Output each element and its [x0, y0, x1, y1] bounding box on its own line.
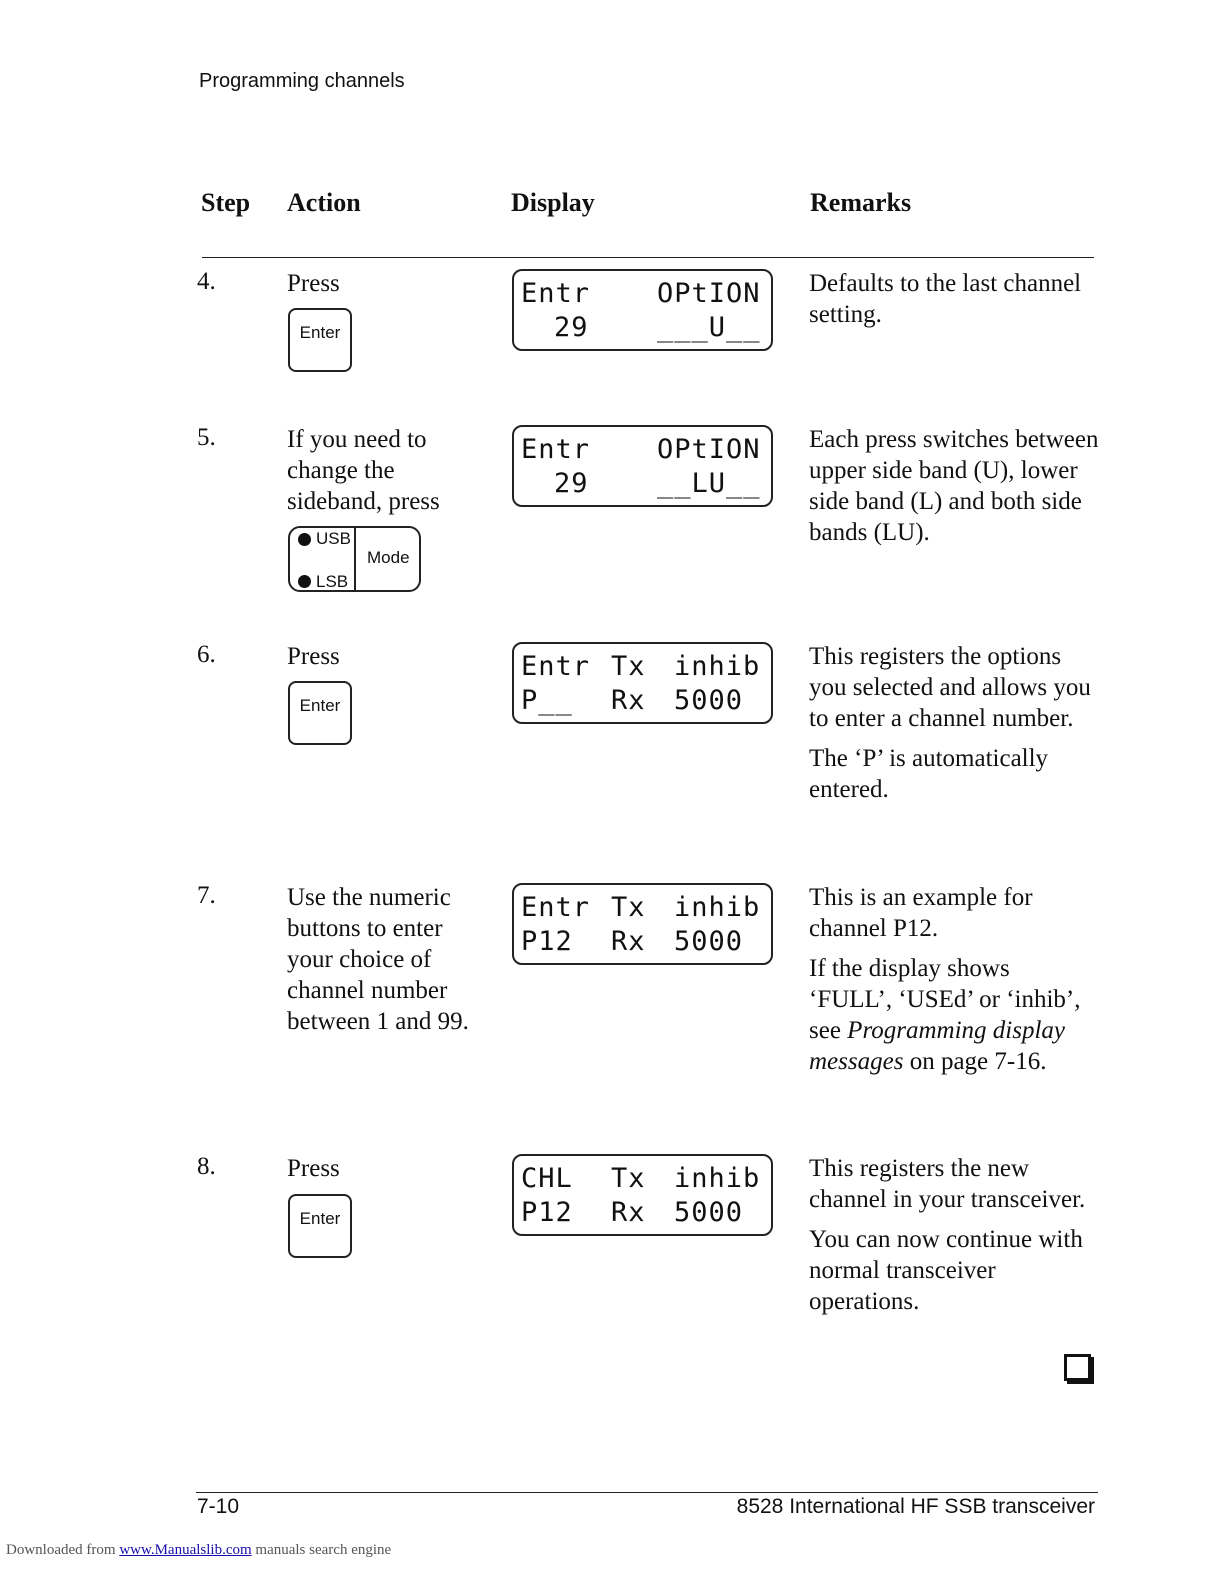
lcd-text: 29	[554, 468, 589, 499]
remark-paragraph: Each press switches between upper side band (U), lower side band (L) and both side bands (LU).	[809, 426, 1099, 546]
action-text: If you need to change the sideband, press	[287, 426, 440, 515]
lcd-text: Entr	[521, 434, 591, 465]
lcd-text: inhib	[674, 1163, 761, 1194]
lcd-text: ___U__	[657, 312, 761, 343]
column-header-display: Display	[511, 188, 595, 217]
header-rule	[202, 257, 1094, 258]
page-number: 7-10	[197, 1495, 240, 1518]
download-suffix: manuals search engine	[251, 1542, 392, 1558]
remark-paragraph: Defaults to the last channel setting.	[809, 270, 1082, 328]
mode-key	[288, 526, 421, 592]
product-title: 8528 International HF SSB transceiver	[736, 1495, 1095, 1518]
mode-label: Mode	[367, 548, 410, 567]
remarks	[809, 268, 1099, 339]
column-header-action: Action	[287, 188, 361, 217]
lsb-label: LSB	[316, 572, 349, 591]
remark-paragraph: This registers the new channel in your transceiver.	[809, 1155, 1086, 1213]
lcd-text: Tx	[611, 1163, 646, 1194]
lsb-led-icon	[298, 575, 311, 588]
remark-paragraph	[809, 953, 1099, 1077]
end-of-section-checkbox-icon	[1064, 1354, 1091, 1381]
lcd-text: inhib	[674, 892, 761, 923]
lcd-display	[512, 269, 773, 351]
step-number: 5.	[197, 424, 216, 451]
manualslib-link[interactable]: www.Manualslib.com	[119, 1542, 252, 1558]
enter-key: Enter	[288, 308, 352, 372]
lcd-display	[512, 883, 773, 965]
lcd-text: 5000	[674, 685, 744, 716]
step-number: 8.	[197, 1153, 216, 1180]
remarks	[809, 1153, 1099, 1326]
running-title: Programming channels	[199, 70, 405, 92]
column-header-step: Step	[201, 188, 251, 217]
lcd-text: P12	[521, 926, 573, 957]
cross-reference: Programming display messages	[809, 1017, 1065, 1075]
download-banner	[6, 1542, 391, 1559]
lcd-text: __LU__	[657, 468, 761, 499]
lcd-text: Entr	[521, 651, 591, 682]
remarks	[809, 641, 1099, 814]
step-number: 4.	[197, 268, 216, 295]
enter-key: Enter	[288, 681, 352, 745]
lcd-text: 5000	[674, 926, 744, 957]
action-text: Press	[287, 270, 340, 297]
lcd-text: P12	[521, 1197, 573, 1228]
remark-paragraph: This is an example for channel P12.	[809, 884, 1033, 942]
enter-key: Enter	[288, 1194, 352, 1258]
lcd-text: Rx	[611, 685, 646, 716]
download-prefix: Downloaded from	[6, 1542, 120, 1558]
lcd-text: OPtION	[657, 278, 761, 309]
lcd-text: Tx	[611, 651, 646, 682]
lcd-text: P__	[521, 685, 573, 716]
step-number: 6.	[197, 641, 216, 668]
usb-label: USB	[316, 529, 351, 548]
lcd-text: OPtION	[657, 434, 761, 465]
lcd-text: Entr	[521, 892, 591, 923]
remark-paragraph: You can now continue with normal transceiver operations.	[809, 1226, 1083, 1315]
step-number: 7.	[197, 882, 216, 909]
footer-rule	[196, 1492, 1098, 1493]
usb-led-icon	[298, 533, 311, 546]
lcd-text: Rx	[611, 1197, 646, 1228]
remark-paragraph: This registers the options you selected and allows you to enter a channel number.	[809, 643, 1091, 732]
remark-text: on page 7-16.	[903, 1048, 1047, 1075]
lcd-display	[512, 1154, 773, 1236]
remarks	[809, 882, 1099, 1086]
remarks	[809, 424, 1099, 557]
lcd-display	[512, 425, 773, 507]
key-divider	[354, 528, 356, 590]
action-text: Press	[287, 643, 340, 670]
lcd-display	[512, 642, 773, 724]
lcd-text: 29	[554, 312, 589, 343]
action-text: Press	[287, 1155, 340, 1182]
remark-paragraph: The ‘P’ is automatically entered.	[809, 745, 1049, 803]
column-header-remarks: Remarks	[810, 188, 912, 217]
lcd-text: CHL	[521, 1163, 573, 1194]
remark-text: If the display shows ‘FULL’, ‘USEd’ or ‘inhib’, see	[809, 955, 1081, 1044]
lcd-text: Rx	[611, 926, 646, 957]
lcd-text: 5000	[674, 1197, 744, 1228]
lcd-text: Tx	[611, 892, 646, 923]
lcd-text: inhib	[674, 651, 761, 682]
lcd-text: Entr	[521, 278, 591, 309]
action-text: Use the numeric buttons to enter your choice of channel number between 1 and 99.	[287, 884, 469, 1035]
